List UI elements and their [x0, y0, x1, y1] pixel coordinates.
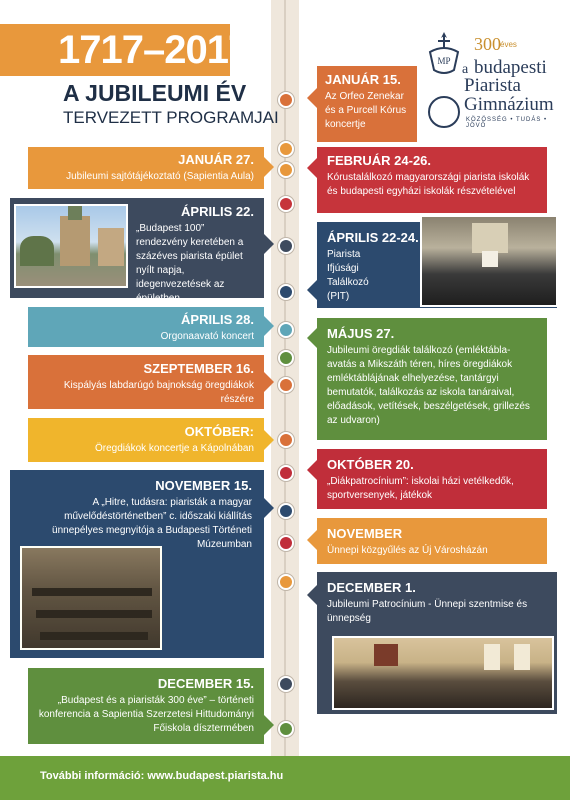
timeline-dot [278, 721, 294, 737]
event-text: Öregdiákok koncertje a Kápolnában [95, 443, 254, 454]
event-oct-20 [317, 449, 547, 509]
timeline-dot [278, 92, 294, 108]
event-jan-27 [28, 147, 264, 189]
arrow [264, 157, 274, 177]
event-date: ÁPRILIS 22. [181, 204, 254, 219]
logo-line1: budapesti [474, 57, 547, 78]
timeline-dot [278, 465, 294, 481]
event-text: Ünnepi közgyűlés az Új Városházán [327, 545, 488, 556]
page-subtitle: TERVEZETT PROGRAMJAI [63, 108, 279, 127]
year-range: 1717–2017 [58, 28, 250, 72]
timeline-dot [278, 676, 294, 692]
event-oct [28, 418, 264, 462]
church-photo [420, 215, 558, 307]
timeline-dot [278, 432, 294, 448]
event-text: „Budapest és a piaristák 300 éve” – történeti konferencia a Sapientia Szerzetesi Hittudományi Főiskola dísztermében [38, 695, 254, 734]
arrow [264, 234, 274, 254]
arrow [264, 715, 274, 735]
event-date: ÁPRILIS 28. [181, 312, 254, 327]
svg-text:ΜΡ: ΜΡ [437, 56, 451, 66]
logo-line3: Gimnázium [464, 94, 554, 115]
arrow [307, 328, 317, 348]
timeline-dot [278, 350, 294, 366]
event-text: Jubileumi sajtótájékoztató (Sapientia Aula) [66, 171, 254, 182]
arrow [307, 585, 317, 605]
arrow [307, 530, 317, 550]
historic-class-photo [20, 546, 162, 650]
timeline-dot [278, 196, 294, 212]
event-dec-15 [28, 668, 264, 744]
event-date: MÁJUS 27. [327, 326, 395, 341]
event-text: Jubileumi Patrocínium - Ünnepi szentmise és ünnepség [327, 599, 528, 624]
arrow [264, 372, 274, 392]
event-date: JANUÁR 27. [178, 152, 254, 167]
event-nov [317, 518, 547, 564]
event-sep-16 [28, 355, 264, 409]
logo-tagline: KÖZÖSSÉG • TUDÁS • JÖVŐ [466, 117, 548, 129]
arrow [307, 88, 317, 108]
event-text: „Budapest 100” rendezvény keretében a százéves piarista épület nyílt napja, idegenvezetések az épületben [136, 223, 244, 304]
event-feb-24 [317, 147, 547, 213]
arrow [307, 158, 317, 178]
logo-article: a [462, 62, 469, 77]
timeline-dot [278, 574, 294, 590]
event-text: Az Orfeo Zenekar és a Purcell Kórus koncertje [325, 91, 407, 130]
event-date: NOVEMBER 15. [155, 478, 252, 493]
timeline-dot [278, 503, 294, 519]
crest-icon [424, 30, 464, 80]
ceremony-photo [332, 636, 554, 710]
seal-icon [428, 96, 460, 128]
event-date: JANUÁR 15. [325, 72, 401, 87]
arrow [264, 498, 274, 518]
timeline-dot [278, 284, 294, 300]
event-text: Piarista Ifjúsági Találkozó (PIT) [327, 249, 369, 302]
arrow [307, 460, 317, 480]
timeline-dot [278, 238, 294, 254]
building-photo [14, 204, 128, 288]
event-jan-15 [317, 66, 417, 142]
event-text: Kispályás labdarúgó bajnokság öregdiákok részére [63, 380, 254, 405]
logo-eves: éves [500, 40, 517, 49]
arrow [307, 280, 317, 300]
event-date: ÁPRILIS 22-24. [327, 230, 419, 245]
event-date: DECEMBER 1. [327, 580, 416, 595]
page-title: A JUBILEUMI ÉV [63, 80, 247, 106]
event-date: DECEMBER 15. [157, 676, 254, 691]
logo-line2: Piarista [464, 75, 521, 96]
timeline-dot [278, 322, 294, 338]
footer-info-link[interactable]: További információ: www.budapest.piarista.hu [40, 770, 284, 782]
arrow [264, 430, 274, 450]
event-date: FEBRUÁR 24-26. [327, 153, 432, 168]
timeline-dot [278, 377, 294, 393]
timeline-dot [278, 141, 294, 157]
event-date: OKTÓBER: [184, 424, 254, 439]
arrow [264, 316, 274, 336]
logo-number: 300 [474, 34, 501, 54]
event-date: OKTÓBER 20. [327, 457, 414, 472]
event-date: SZEPTEMBER 16. [143, 361, 254, 376]
event-date: NOVEMBER [327, 526, 403, 541]
event-may-27 [317, 318, 547, 440]
event-apr-28 [28, 307, 264, 347]
event-text: „Diákpatrocínium”: iskolai házi vetélkedők, sportversenyek, játékok [327, 476, 514, 501]
timeline-dot [278, 535, 294, 551]
timeline-dot [278, 162, 294, 178]
event-text: Jubileumi öregdiák találkozó (emléktábla-avatás a Mikszáth téren, híres öregdiákok emléktáblájának elhelyezése, tantárgyi bemutatók, találkozás az iskola tanáraival, előadások, vetítések, beszélgetések, grillezés az udvaron) [327, 345, 530, 426]
event-text: A „Hitre, tudásra: piaristák a magyar művelődéstörténetben” c. időszaki kiállítás ünnepélyes megnyitója a Budapesti Történeti Múzeumban [52, 497, 252, 550]
event-text: Kórustalálkozó magyarországi piarista iskolák és budapesti egyházi iskolák részvételével [327, 172, 530, 197]
event-text: Orgonaavató koncert [160, 331, 254, 342]
